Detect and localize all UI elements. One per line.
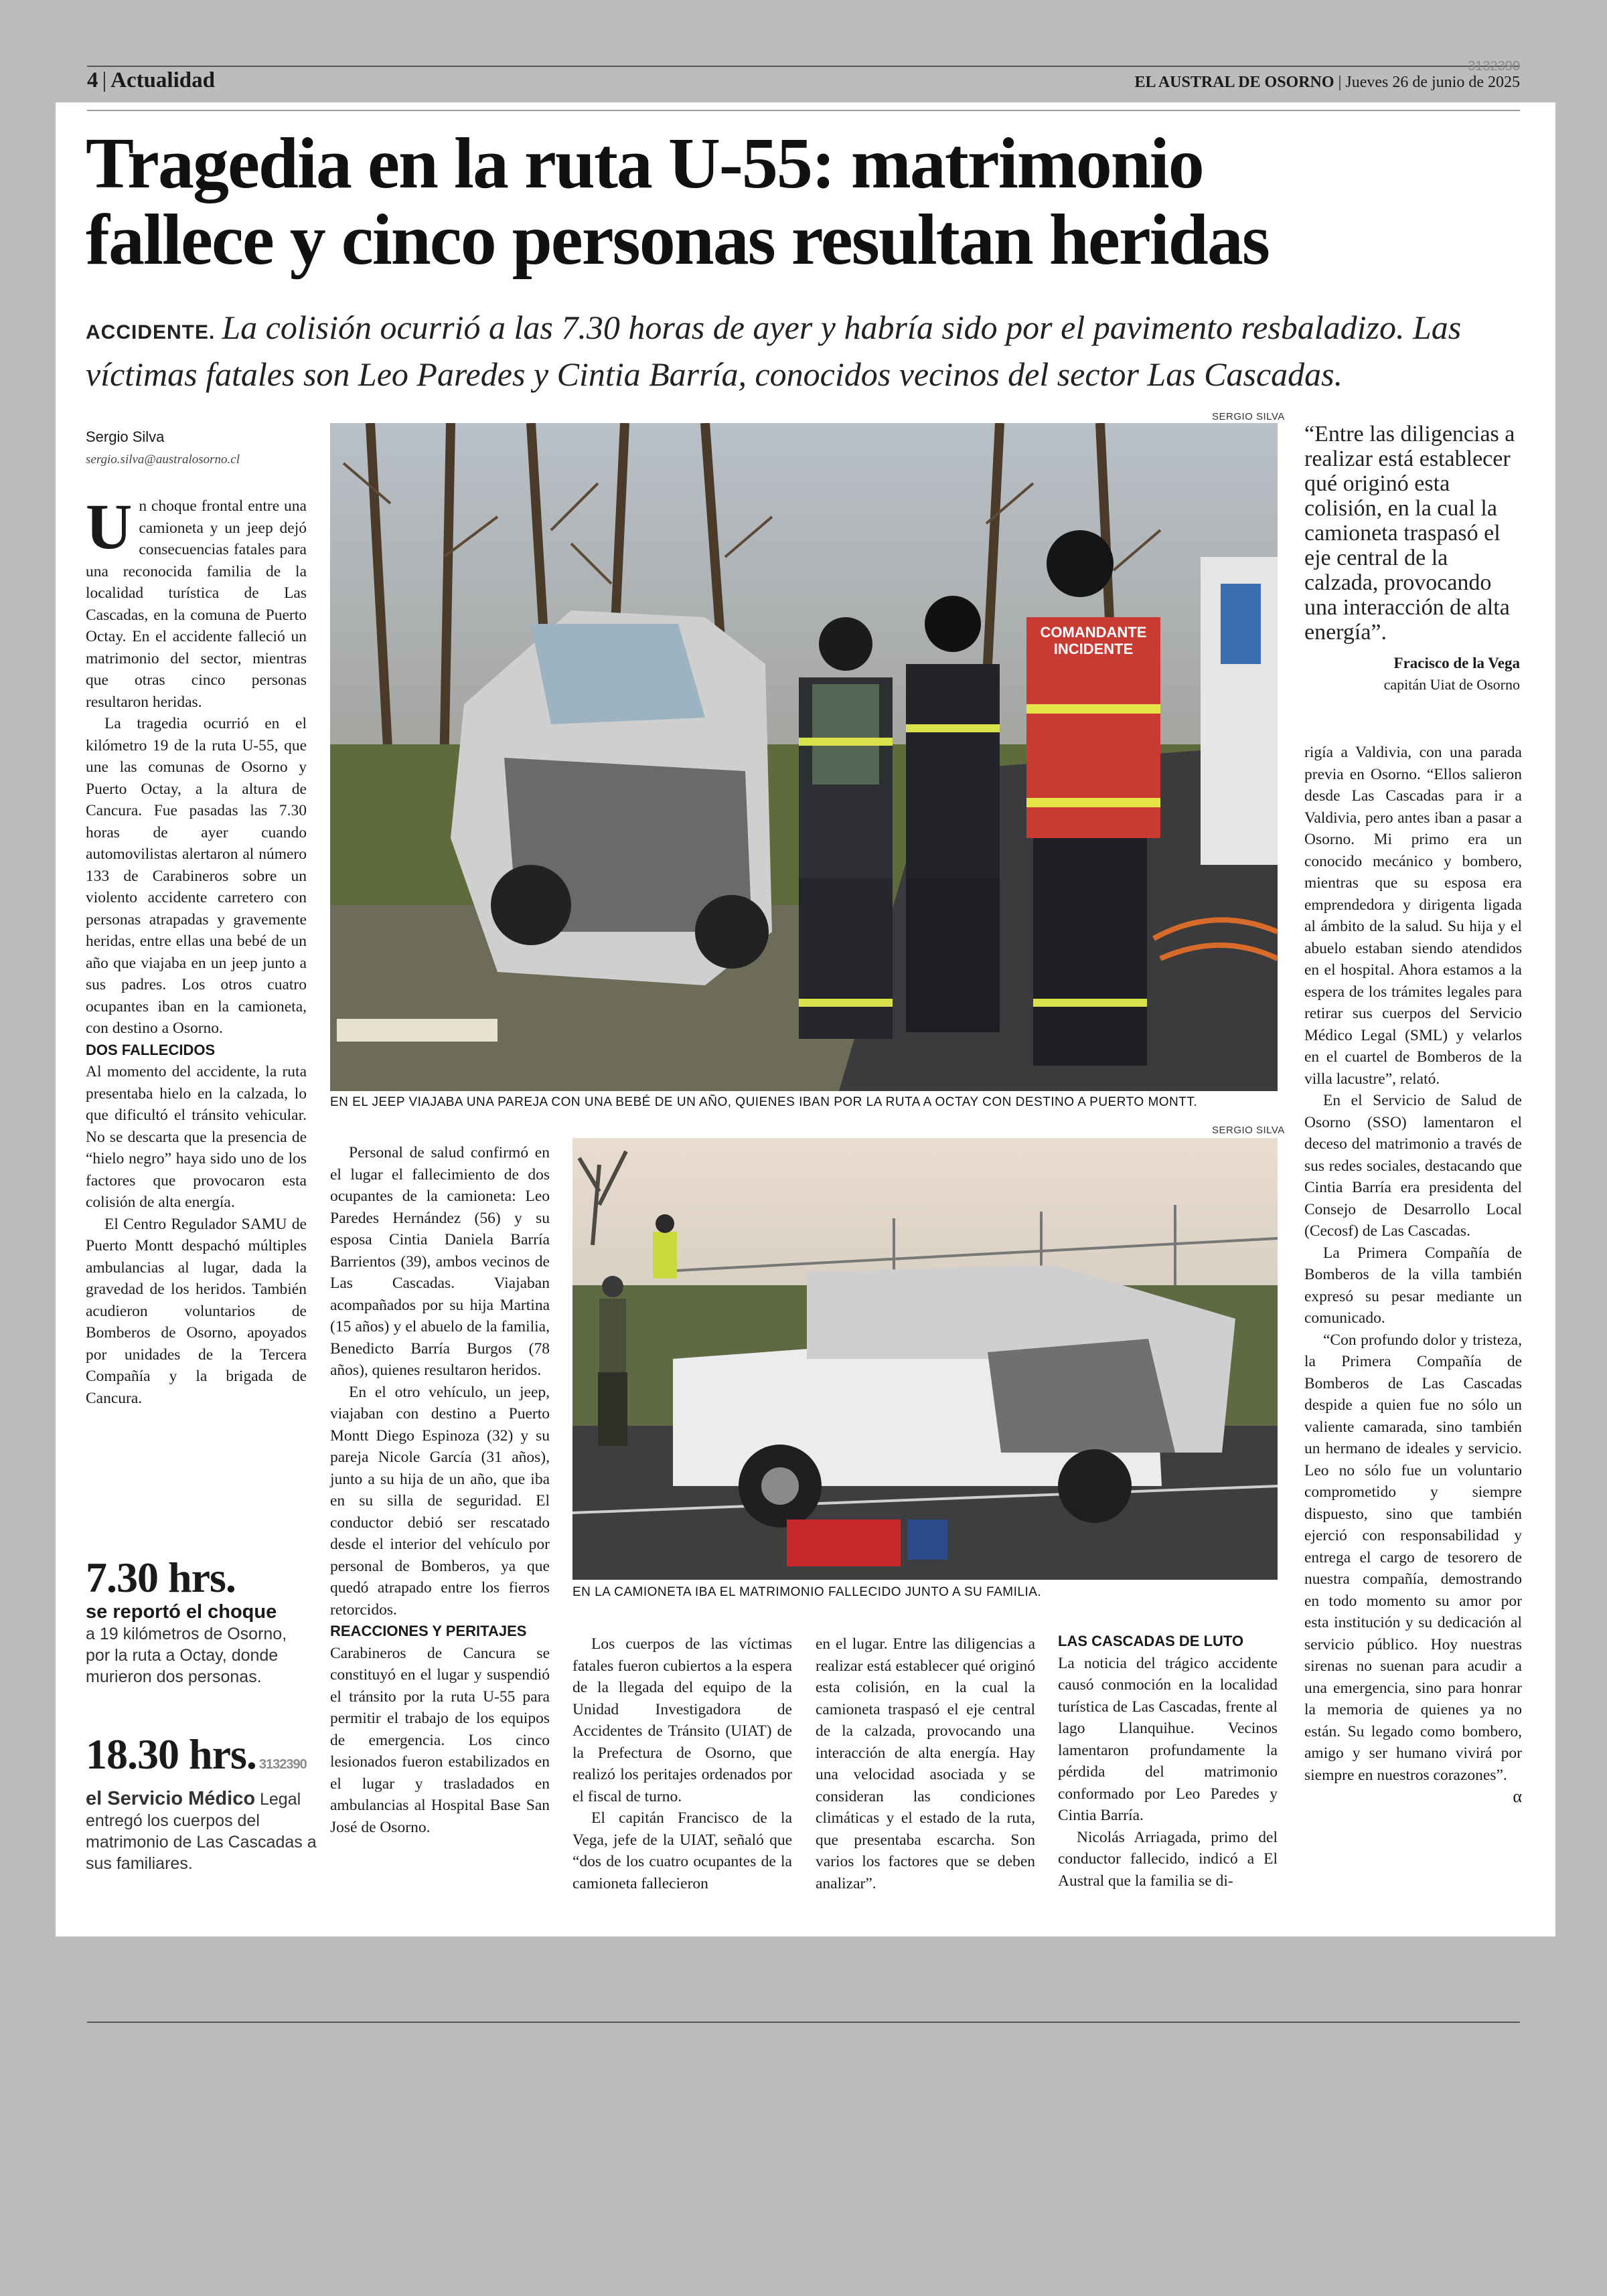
footer-rule: [87, 2022, 1520, 2023]
paragraph: rigía a Valdivia, con una parada previa en Osorno. “Ellos salieron desde Las Cascadas para ir a Valdivia, pero antes iban a pasar a Osorno. Mi primo era un conocido mecánico y bombero, mientras que su esposa era emprendedora y dirigenta ligada al ámbito de la salud. Su hija y el abuelo estaban siendo atendidos en el hospital. Ahora estamos a la espera de los trámites legales para retirar sus cuerpos del Servicio Médico Legal (SML) y velarlos en el cuartel de Bomberos de la villa lacustre”, relató.: [1304, 744, 1522, 1088]
stat-lead: se reportó el choque: [86, 1601, 277, 1623]
deck-text: La colisión ocurrió a las 7.30 horas de ayer y habría sido por el pavimento resbaladizo. Las víctimas fatales son Leo Paredes y Cintia Barría, conocidos vecinos del sector Las Cascadas.: [86, 309, 1462, 393]
photo-credit: SERGIO SILVA: [1212, 1125, 1285, 1136]
quote-attribution-name: Fracisco de la Vega: [1393, 655, 1520, 671]
stat-value-text: 18.30 hrs.: [86, 1730, 256, 1778]
newspaper-name: EL AUSTRAL DE OSORNO: [1134, 74, 1334, 91]
issue-date: Jueves 26 de junio de 2025: [1345, 74, 1520, 91]
dropcap: U: [86, 491, 133, 562]
paragraph: El capitán Francisco de la Vega, jefe de la UIAT, señaló que “dos de los cuatro ocupantes de la camioneta fallecieron: [572, 1809, 792, 1892]
column-6: [1304, 742, 1522, 1808]
paragraph: En el Servicio de Salud de Osorno (SSO) lamentaron el deceso del matrimonio a través de sus redes sociales, destacando que Cintia Barría era presidenta del Consejo de Desarrollo Local (Cecosf) de Las Cascadas.: [1304, 1092, 1522, 1240]
photo-caption: EN LA CAMIONETA IBA EL MATRIMONIO FALLECIDO JUNTO A SU FAMILIA.: [572, 1585, 1042, 1599]
paragraph: Nicolás Arriagada, primo del conductor fallecido, indicó a El Austral que la familia se di-: [1058, 1828, 1278, 1890]
quote-attribution-role: capitán Uiat de Osorno: [1383, 676, 1520, 693]
kicker: ACCIDENTE.: [86, 321, 216, 343]
header-rule-secondary: [87, 110, 1520, 111]
photo-credit: SERGIO SILVA: [1212, 411, 1285, 422]
headline-line-2: fallece y cinco personas resultan heridas: [86, 200, 1269, 280]
stat-value: [86, 1731, 320, 1788]
paragraph: En el otro vehículo, un jeep, viajaban con destino a Puerto Montt Diego Espinoza (32) y su pareja Nicole García (31 años), junto a su hija de un año, que iba en su silla de seguridad. El conductor debió ser rescatado desde el interior del vehículo por personal de Bomberos, ya que quedó atrapado entre los fierros retorcidos.: [330, 1383, 550, 1619]
stat-box-1: [86, 1554, 313, 1688]
stat-text: [86, 1788, 320, 1874]
lead-text: n choque frontal entre una camioneta y un jeep dejó consecuencias fatales para una reconocida familia de la localidad turística de Las Cascadas, en la comuna de Puerto Octay. En el accidente falleció un matrimonio del sector, mientras que otras cinco personas resultaron heridas.: [86, 497, 307, 711]
vest-label-2: INCIDENTE: [1053, 641, 1134, 657]
headline: [86, 126, 1525, 278]
photo-crash-rescue: [330, 423, 1278, 1091]
paragraph: La noticia del trágico accidente causó conmoción en la localidad turística de Las Cascadas, frente al lago Llanquihue. Vecinos lamentaron profundamente la pérdida del matrimonio conformado por Leo Paredes y Cintia Barría.: [1058, 1654, 1278, 1824]
stat-lead: el Servicio Médico: [86, 1788, 256, 1809]
paragraph: [1304, 1329, 1522, 1806]
column-1: [86, 491, 307, 1409]
page-number: 4: [87, 68, 98, 92]
stat-body: Legal entregó los cuerpos del matrimonio de Las Cascadas a sus familiares.: [86, 1790, 317, 1873]
author-email: sergio.silva@australosorno.cl: [86, 453, 240, 467]
headline-line-1: Tragedia en la ruta U-55: matrimonio: [86, 124, 1203, 203]
paragraph: Al momento del accidente, la ruta presentaba hielo en la calzada, lo que dificultó el tránsito vehicular. No se descarta que la presencia de “hielo negro” haya sido uno de los factores que provocaron esta colisión de alta energía.: [86, 1063, 307, 1211]
paragraph: El Centro Regulador SAMU de Puerto Montt despachó múltiples ambulancias al lugar, dada la gravedad de los heridos. También acudieron voluntarios de Bomberos de Osorno, apoyados por unidades de la Tercera Compañía y la brigada de Cancura.: [86, 1215, 307, 1407]
photo-covered-pickup: [572, 1138, 1278, 1580]
paragraph: Personal de salud confirmó en el lugar el fallecimiento de dos ocupantes de la camioneta: Leo Paredes Hernández (56) y su esposa Cintia Daniela Barría Barrientos (39), ambos vecinos de Las Cascadas. Viajaban acompañados por su hija Martina (15 años) y el abuelo de la familia, Benedicto Barría Burgos (78 años), quienes resultaron heridos.: [330, 1144, 550, 1379]
page-header-left: 4 | Actualidad: [87, 68, 215, 92]
stat-box-2: [86, 1731, 320, 1874]
watermark: 3132390: [258, 1757, 307, 1772]
deck: [86, 307, 1525, 395]
paragraph: Los cuerpos de las víctimas fatales fueron cubiertos a la espera de la llegada del equipo de la Unidad Investigadora de Accidentes de Tránsito (UIAT) de la Prefectura de Osorno, que realizó los peritajes ordenados por el fiscal de turno.: [572, 1635, 792, 1805]
header-rule: [87, 66, 1520, 67]
vest-label-1: COMANDANTE: [1040, 624, 1147, 641]
lead-paragraph: [86, 491, 307, 713]
photo-caption: EN EL JEEP VIAJABA UNA PAREJA CON UNA BEBÉ DE UN AÑO, QUIENES IBAN POR LA RUTA A OCTAY CON DESTINO A PUERTO MONTT.: [330, 1095, 1198, 1109]
column-5: [1058, 1631, 1278, 1892]
subheading-las-cascadas: LAS CASCADAS DE LUTO: [1058, 1633, 1244, 1649]
page-header-right: EL AUSTRAL DE OSORNO | Jueves 26 de junio de 2025: [1134, 74, 1520, 91]
photo-illustration: [330, 423, 1278, 1091]
column-4: [816, 1633, 1035, 1894]
paragraph: en el lugar. Entre las diligencias a realizar está establecer qué originó esta colisión, en la cual la camioneta traspasó el eje central de la calzada, provocando una interacción de alta energía. Hay una velocidad asociada y se consideran las condiciones climáticas y el estado de la ruta, que presentaba escarcha. Son varios los factores que se deben analizar”.: [816, 1635, 1035, 1892]
column-2: [330, 1142, 550, 1838]
paragraph: La tragedia ocurrió en el kilómetro 19 de la ruta U-55, que une las comunas de Osorno y Puerto Octay, a la altura de Cancura. Fue pasadas las 7.30 horas de ayer cuando automovilistas alertaron al número 133 de Carabineros sobre un violento accidente carretero con personas atrapadas y gravemente heridas, entre ellas una bebé de un año que viajaba en un jeep junto a sus padres. Los otros cuatro ocupantes iban en la camioneta, con destino a Osorno.: [86, 715, 307, 1037]
end-mark: α: [1513, 1787, 1522, 1806]
paragraph: La Primera Compañía de Bomberos de la villa también expresó su pesar mediante un comunicado.: [1304, 1244, 1522, 1327]
section-name: Actualidad: [110, 68, 215, 92]
subheading-dos-fallecidos: DOS FALLECIDOS: [86, 1041, 216, 1058]
column-3: [572, 1633, 792, 1894]
stat-text: a 19 kilómetros de Osorno, por la ruta a Octay, donde murieron dos personas.: [86, 1625, 287, 1686]
paragraph: Carabineros de Cancura se constituyó en el lugar y suspendió el tránsito por la ruta U-55 para permitir el trabajo de los equipos de emergencia. Los cinco lesionados fueron estabilizados en el lugar y trasladados en ambulancias al Hospital Base San José de Osorno.: [330, 1644, 550, 1836]
paragraph-text: “Con profundo dolor y tristeza, la Primera Compañía de Bomberos de Las Cascadas despide a quien fue no sólo un valiente camarada, sino también un hermano de ideales y servicio. Leo no sólo fue un voluntario comprometido y siempre dispuesto, sino que también ejerció con responsabilidad y entrega el cargo de tesorero de nuestra compañía, demostrando en todo momento su amor por esta institución y su dedicación al servicio público. Hoy nuestras sirenas no suenan para acudir a una emergencia, sino para honrar la memoria de quienes ya no están. Su legado como bombero, amigo y ser humano vivirá por siempre en nuestros corazones”.: [1304, 1331, 1522, 1784]
pull-quote: “Entre las diligencias a realizar está establecer qué originó esta colisión, en la cual la camioneta traspasó el eje central de la calzada, provocando una interacción de alta energía”.: [1304, 422, 1515, 645]
stat-value: 7.30 hrs.: [86, 1554, 236, 1601]
watermark: 3132390: [1468, 59, 1520, 74]
author-name: Sergio Silva: [86, 428, 165, 445]
subheading-reacciones: REACCIONES Y PERITAJES: [330, 1623, 527, 1639]
photo-illustration-2: [572, 1138, 1278, 1580]
